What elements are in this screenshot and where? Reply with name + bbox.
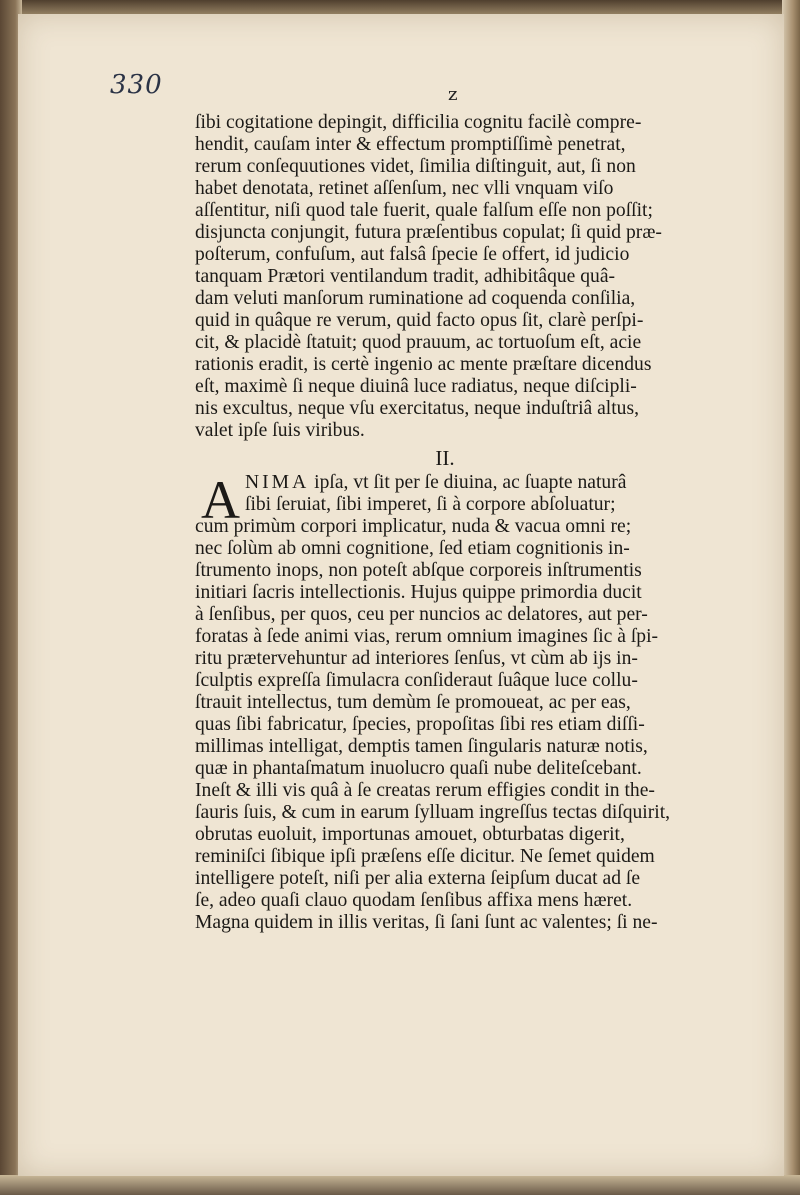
text-line: millimas intelligat, demptis tamen ſingularis naturæ notis,: [195, 736, 648, 757]
first-word: NIMA: [245, 472, 310, 493]
line-rest: ipſa, vt ſit per ſe diuina, ac ſuapte naturâ: [314, 472, 627, 493]
text-line: obrutas euoluit, importunas amouet, obturbatas digerit,: [195, 824, 625, 845]
text-line: ſe, adeo quaſi clauo quodam ſenſibus affixa mens hæret.: [195, 890, 633, 911]
text-line: Ineſt & illi vis quâ à ſe creatas rerum effigies condit in the-: [195, 780, 655, 801]
text-line: valet ipſe ſuis viribus.: [195, 420, 365, 441]
text-line: rerum conſequutiones videt, ſimilia diſtinguit, aut, ſi non: [195, 156, 636, 177]
text-line: ſibi ſeruiat, ſibi imperet, ſi à corpore abſoluatur;: [245, 494, 616, 515]
text-line: dam veluti manſorum ruminatione ad coquenda conſilia,: [195, 288, 636, 309]
text-line: quid in quâque re verum, quid facto opus ſit, clarè perſpi-: [195, 310, 644, 331]
text-line: ſibi cogitatione depingit, difficilia cognitu facilè compre-: [195, 112, 642, 133]
text-line: quas ſibi fabricatur, ſpecies, propoſitas ſibi res etiam diſſi-: [195, 714, 645, 735]
book-right-edge: [782, 0, 800, 1195]
text-line: à ſenſibus, per quos, ceu per nuncios ac delatores, aut per-: [195, 604, 648, 625]
text-line: tanquam Prætori ventilandum tradit, adhibitâque quâ-: [195, 266, 616, 287]
text-line: cit, & placidè ſtatuit; quod prauum, ac tortuoſum eſt, acie: [195, 332, 642, 353]
gathering-signature: z: [448, 84, 458, 105]
page-number: 330: [110, 70, 163, 100]
paragraph-2: [195, 472, 715, 934]
text-line: intelligere poteſt, niſi per alia externa ſeipſum ducat ad ſe: [195, 868, 641, 889]
text-line: cum primùm corpori implicatur, nuda & vacua omni re;: [195, 516, 632, 537]
text-line: [195, 472, 715, 494]
text-line: hendit, cauſam inter & effectum promptiſſimè penetrat,: [195, 134, 626, 155]
drop-cap: A: [201, 470, 240, 530]
text-line: aſſentitur, niſi quod tale fuerit, quale falſum eſſe non poſſit;: [195, 200, 653, 221]
section-heading: II.: [435, 446, 455, 470]
text-line: habet denotata, retinet aſſenſum, nec vlli vnquam viſo: [195, 178, 614, 199]
text-line: ſculptis expreſſa ſimulacra conſideraut ſuâque luce collu-: [195, 670, 638, 691]
text-line: Magna quidem in illis veritas, ſi ſani ſunt ac valentes; ſi ne-: [195, 912, 658, 933]
text-line: initiari ſacris intellectionis. Hujus quippe primordia ducit: [195, 582, 642, 603]
paragraph-1: [195, 112, 715, 442]
text-line: ritu prætervehuntur ad interiores ſenſus, vt cùm ab ijs in-: [195, 648, 638, 669]
text-line: ſauris ſuis, & cum in earum ſylluam ingreſſus tectas diſquirit,: [195, 802, 671, 823]
text-line: reminiſci ſibique ipſi præſens eſſe dicitur. Ne ſemet quidem: [195, 846, 655, 867]
text-line: ſtrauit intellectus, tum demùm ſe promoueat, ac per eas,: [195, 692, 631, 713]
text-line: disjuncta conjungit, futura præſentibus copulat; ſi quid præ-: [195, 222, 662, 243]
text-line: eſt, maximè ſi neque diuinâ luce radiatus, neque diſcipli-: [195, 376, 637, 397]
body-text: [195, 112, 715, 934]
text-line: poſterum, confuſum, aut falsâ ſpecie ſe offert, id judicio: [195, 244, 630, 265]
text-line: quæ in phantaſmatum inuolucro quaſi nube deliteſcebant.: [195, 758, 642, 779]
text-line: ſtrumento inops, non poteſt abſque corporeis inſtrumentis: [195, 560, 642, 581]
text-line: nec ſolùm ab omni cognitione, ſed etiam cognitionis in-: [195, 538, 630, 559]
text-line: foratas à ſede animi vias, rerum omnium imagines ſic à ſpi-: [195, 626, 659, 647]
text-line: rationis eradit, is certè ingenio ac mente præſtare dicendus: [195, 354, 652, 375]
text-line: nis excultus, neque vſu exercitatus, neque induſtriâ altus,: [195, 398, 640, 419]
book-bottom-edge: [0, 1175, 800, 1195]
